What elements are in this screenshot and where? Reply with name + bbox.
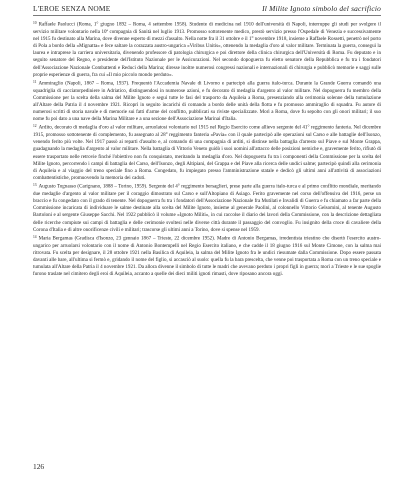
footnote-number: 10 — [33, 21, 37, 25]
footnote-number: 14 — [33, 234, 37, 239]
page-number: 126 — [33, 462, 45, 471]
footnotes-block — [33, 20, 381, 454]
footnote-text: Raffaele Paolucci (Roma, 1° giugno 1892 – Roma, 4 settembre 1958). Studente di medicina nel 1910 dell'università di Napoli, interruppe gli studi per svolgere il servizio militare volontario nella 10ª compagnia di Sanità nel luglio 1913. Promosso sottotenente medico, prestò servizio presso l'Ospedale di Venezia e successivamente nel 1915 fu destinato alla Marina, dove divenne esperto di mezzi d'assalto. Nella notte fra il 31 ottobre e il 1° novembre 1918, insieme a Raffaele Rossetti, penetrò nel porto di Pola a bordo della «Mignatta» e fece saltare la corazzata austro-ungarica «Viribus Unitis», ottenendo la medaglia d'oro al valor militare. Terminata la guerra, conseguì la laurea e intraprese la carriera universitaria, divenendo professore di patologia chirurgica e poi direttore della clinica chirurgica dell'Università di Roma. Fu deputato e in seguito senatore del Regno, e presidente dell'Istituto Nazionale per le Assicurazioni. Nel secondo dopoguerra fu eletto senatore della Repubblica e fu tra i fondatori dell'Associazione Nazionale Combattenti e Reduci della Marina; diresse inoltre numerosi congressi nazionali e internazionali di chirurgia e pubblicò memorie e saggi sulle proprie esperienze di guerra, fra cui «Il mio piccolo mondo perduto». — [33, 21, 381, 78]
footnote-number: 12 — [33, 124, 37, 129]
footnote — [33, 20, 381, 79]
footnote-number: 13 — [33, 183, 37, 188]
footnote — [33, 234, 381, 279]
header-rule — [33, 15, 381, 16]
footnote — [33, 79, 381, 124]
footnote-text: Maria Bergamas (Gradisca d'Isonzo, 23 gennaio 1867 – Trieste, 22 dicembre 1952). Madre di Antonio Bergamas, irredentista triestino che disertò l'esercito austro-ungarico per arruolarsi volontario con il nome di Antonio Bontempelli nel Regio Esercito italiano, e che cadde il 18 giugno 1916 sul Monte Cimone, con la salma mai ritrovata. Fu scelta per designare, il 28 ottobre 1921 nella Basilica di Aquileia, la salma del Milite Ignoto fra le undici riesumate dalla Commissione. Dopo essere passata davanti alle bare, all'ultima si fermò e, gridando il nome del figlio, si accasciò al suolo: quella fu la bara prescelta, che venne poi trasportata a Roma con un treno speciale e tumulata all'Altare della Patria il 4 novembre 1921. Da allora divenne il simbolo di tutte le madri che avevano perduto i propri figli in guerra; morì a Trieste e le sue spoglie furono traslate nel cimitero degli eroi di Aquileia, accanto a quelle dei dieci militi ignoti rimasti, dove riposano ancora oggi. — [33, 235, 381, 278]
header-chapter-title: Il Milite Ignoto simbolo del sacrificio — [262, 4, 381, 13]
footnote-text: Augusto Tognasso (Carignano, 1888 – Torino, 1959). Sergente del 4° reggimento bersaglieri, prese parte alla guerra italo-turca e al primo conflitto mondiale, meritando due medaglie d'argento al valor militare per il coraggio dimostrato sul Carso e sull'Altopiano di Asiago. Ferito gravemente nel corso dell'offensiva del 1916, perse un braccio e fu congedato con il grado di tenente. Nel dopoguerra fu tra i fondatori dell'Associazione Nazionale fra Mutilati e Invalidi di Guerra e fu chiamato a far parte della Commissione incaricata di individuare le salme destinate alla scelta del Milite Ignoto, insieme al generale Paolini, al colonnello Vittorio Gelsomini, al tenente Augusto Bartoloni e al sergente Giuseppe Sacchi. Nel 1922 pubblicò il volume «Ignoto Militi», in cui raccolse il diario dei lavori della Commissione, con la descrizione dettagliata delle ricerche compiute sui campi di battaglia e delle cerimonie svoltesi nelle diverse città durante il passaggio del convoglio. Fu insignito della croce di cavaliere della Corona d'Italia e di altre onorificenze civili e militari; trascorse gli ultimi anni a Torino, dove si spense nel 1959. — [33, 183, 381, 233]
footnote-number: 11 — [33, 79, 37, 84]
footnote — [33, 182, 381, 234]
footnote-text: Ardito, decorato di medaglia d'oro al valor militare, arruolatosi volontario nel 1915 nel Regio Esercito come allievo sergente del 41° reggimento fanteria. Nel dicembre 1915, promosso sottotenente di complemento, fu assegnato al 28° reggimento fanteria «Pavia» con il quale partecipò alle operazioni sul Carso e alle battaglie dell'Isonzo, venendo ferito più volte. Nel 1917 passò ai reparti d'assalto e, al comando di una compagnia di arditi, si distinse nella battaglia d'arresto sul Piave e sul Monte Grappa, guadagnando la medaglia d'argento al valor militare. Nella battaglia di Vittorio Veneto guidò i suoi uomini all'attacco delle posizioni nemiche e, gravemente ferito, rifiutò di essere trasportato nelle retrovie finché l'obiettivo non fu conquistato, meritando la medaglia d'oro. Nel dopoguerra fu tra i componenti della Commissione per la scelta del Milite Ignoto, percorrendo i campi di battaglia del Carso, dell'Isonzo, degli Altipiani, del Grappa e del Piave alla ricerca delle undici salme; partecipò quindi alla cerimonia di Aquileia e al viaggio del treno speciale fino a Roma. Congedato, fu impiegato presso l'amministrazione statale e dedicò gli ultimi anni all'attività di associazioni combattentistiche, promuovendo la memoria dei caduti. — [33, 124, 381, 182]
footnote-text: Ammiraglio (Napoli, 1867 – Roma, 1937). Frequentò l'Accademia Navale di Livorno e partecipò alla guerra italo-turca. Durante la Grande Guerra comandò una squadriglia di cacciatorpediniere in Adriatico, distinguendosi in numerose azioni, e fu decorato di medaglia d'argento al valor militare. Nel dopoguerra fu membro della Commissione per la scelta della salma del Milite Ignoto e seguì tutte le fasi del trasporto da Aquileia a Roma, presenziando alla cerimonia solenne della tumulazione all'Altare della Patria il 4 novembre 1921. Ricoprì in seguito incarichi di comando a bordo delle unità della flotta e fu promosso ammiraglio di squadra. Fu autore di numerosi scritti di storia navale e di memorie sui fatti d'arme del conflitto, pubblicati su riviste specializzate. Morì a Roma, dove fu sepolto con gli onori militari; il suo nome fu poi dato a una nave della Marina Militare e a una sezione dell'Associazione Marinai d'Italia. — [33, 80, 381, 123]
footnote — [33, 123, 381, 182]
header-book-title: L'EROE SENZA NOME — [33, 4, 111, 13]
